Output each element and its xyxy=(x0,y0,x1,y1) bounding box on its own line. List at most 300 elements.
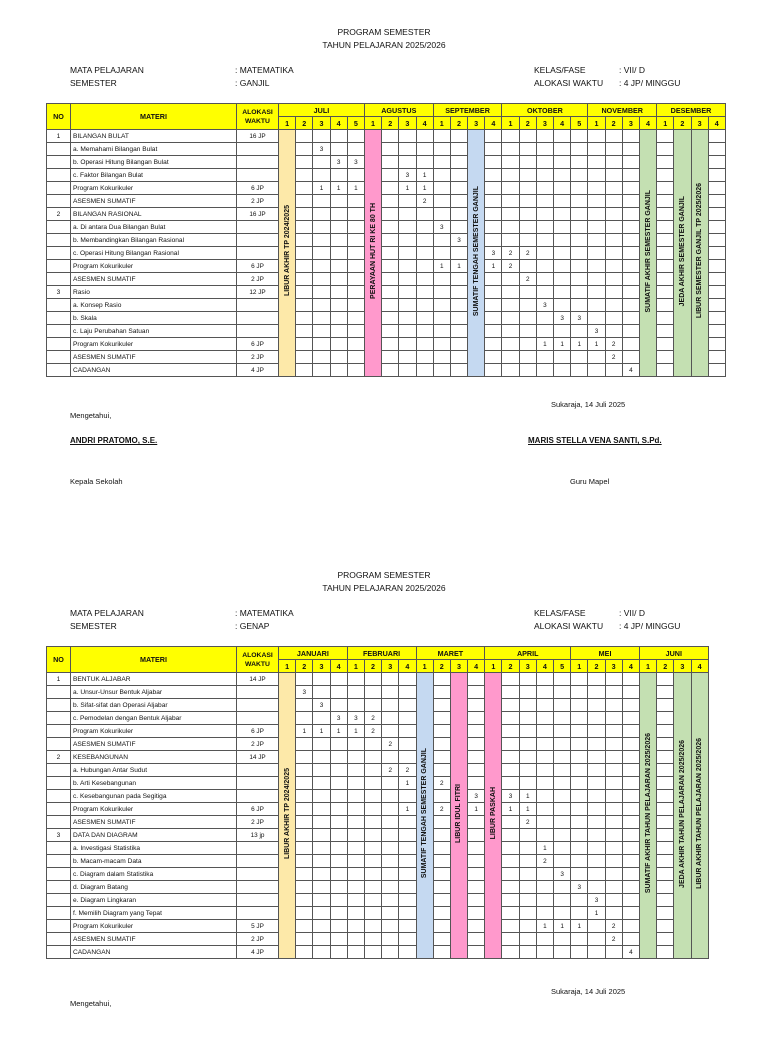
schedule-cell xyxy=(450,286,467,299)
schedule-cell xyxy=(536,182,553,195)
week-header: 5 xyxy=(347,117,364,130)
schedule-cell xyxy=(433,299,450,312)
row-no: 2 xyxy=(47,751,71,764)
schedule-cell: 2 xyxy=(364,712,381,725)
row-materi: a. Memahami Bilangan Bulat xyxy=(71,143,237,156)
schedule-cell xyxy=(416,221,433,234)
schedule-cell xyxy=(622,712,639,725)
schedule-cell xyxy=(502,156,519,169)
row-no xyxy=(47,195,71,208)
row-no xyxy=(47,169,71,182)
schedule-cell xyxy=(399,208,416,221)
schedule-cell: 2 xyxy=(605,351,622,364)
schedule-cell xyxy=(382,699,399,712)
schedule-cell xyxy=(399,920,416,933)
table-row xyxy=(47,364,726,377)
schedule-cell xyxy=(433,247,450,260)
schedule-cell xyxy=(399,907,416,920)
schedule-cell xyxy=(519,881,536,894)
schedule-cell: 3 xyxy=(588,894,605,907)
schedule-cell xyxy=(347,868,364,881)
row-no: 2 xyxy=(47,208,71,221)
schedule-cell xyxy=(433,143,450,156)
schedule-cell xyxy=(330,286,347,299)
schedule-cell xyxy=(502,777,519,790)
schedule-cell xyxy=(416,208,433,221)
schedule-cell xyxy=(330,338,347,351)
schedule-cell: 2 xyxy=(399,764,416,777)
band-column xyxy=(639,130,656,377)
schedule-cell xyxy=(536,364,553,377)
schedule-cell xyxy=(571,946,588,959)
schedule-cell: 1 xyxy=(519,790,536,803)
schedule-cell xyxy=(313,751,330,764)
table-row xyxy=(47,299,726,312)
schedule-cell xyxy=(605,299,622,312)
schedule-cell xyxy=(382,351,399,364)
schedule-cell xyxy=(502,234,519,247)
schedule-cell xyxy=(605,260,622,273)
schedule-cell xyxy=(382,777,399,790)
schedule-cell xyxy=(502,881,519,894)
schedule-cell xyxy=(657,221,674,234)
schedule-cell xyxy=(622,325,639,338)
row-materi: KESEBANGUNAN xyxy=(71,751,237,764)
schedule-cell xyxy=(330,273,347,286)
row-no xyxy=(47,351,71,364)
schedule-cell: 1 xyxy=(450,260,467,273)
schedule-cell xyxy=(313,673,330,686)
row-alokasi: 16 JP xyxy=(237,208,279,221)
schedule-cell xyxy=(605,764,622,777)
schedule-cell xyxy=(399,946,416,959)
row-no xyxy=(47,686,71,699)
schedule-cell xyxy=(519,299,536,312)
schedule-cell xyxy=(330,868,347,881)
row-no xyxy=(47,894,71,907)
schedule-cell xyxy=(450,208,467,221)
schedule-cell xyxy=(657,208,674,221)
row-no xyxy=(47,933,71,946)
week-header: 3 xyxy=(313,660,330,673)
schedule-cell xyxy=(554,764,571,777)
schedule-cell xyxy=(313,907,330,920)
schedule-cell xyxy=(588,234,605,247)
schedule-cell xyxy=(571,777,588,790)
schedule-cell xyxy=(382,920,399,933)
schedule-cell: 1 xyxy=(313,182,330,195)
schedule-cell xyxy=(554,156,571,169)
schedule-cell xyxy=(330,130,347,143)
schedule-cell xyxy=(433,338,450,351)
schedule-cell xyxy=(519,286,536,299)
week-header: 2 xyxy=(296,117,313,130)
schedule-cell xyxy=(708,195,725,208)
schedule-cell xyxy=(399,894,416,907)
schedule-cell xyxy=(554,777,571,790)
week-header: 1 xyxy=(279,117,296,130)
schedule-cell xyxy=(708,221,725,234)
schedule-cell xyxy=(433,738,450,751)
schedule-cell: 3 xyxy=(485,247,502,260)
schedule-cell xyxy=(571,130,588,143)
schedule-cell xyxy=(330,699,347,712)
schedule-cell xyxy=(433,751,450,764)
week-header: 3 xyxy=(519,660,536,673)
schedule-cell xyxy=(571,933,588,946)
schedule-cell xyxy=(416,260,433,273)
schedule-cell xyxy=(416,234,433,247)
schedule-cell xyxy=(296,364,313,377)
schedule-cell xyxy=(605,143,622,156)
schedule-cell xyxy=(657,712,674,725)
row-materi: CADANGAN xyxy=(71,946,237,959)
schedule-cell xyxy=(622,907,639,920)
schedule-cell xyxy=(588,816,605,829)
mapel-value: : MATEMATIKA xyxy=(235,65,294,75)
table-row xyxy=(47,195,726,208)
schedule-cell xyxy=(605,364,622,377)
schedule-cell xyxy=(554,364,571,377)
schedule-cell xyxy=(313,338,330,351)
schedule-cell xyxy=(433,156,450,169)
schedule-cell xyxy=(708,364,725,377)
program-semester-genap xyxy=(0,544,768,1056)
schedule-cell xyxy=(708,286,725,299)
schedule-cell xyxy=(571,803,588,816)
schedule-cell xyxy=(519,855,536,868)
schedule-cell: 3 xyxy=(554,868,571,881)
schedule-cell xyxy=(571,868,588,881)
schedule-cell xyxy=(382,338,399,351)
schedule-cell xyxy=(571,829,588,842)
schedule-cell xyxy=(554,790,571,803)
schedule-cell xyxy=(622,338,639,351)
schedule-cell xyxy=(347,195,364,208)
schedule-cell xyxy=(364,829,381,842)
schedule-cell xyxy=(536,907,553,920)
schedule-cell: 3 xyxy=(554,312,571,325)
schedule-cell xyxy=(450,351,467,364)
schedule-cell xyxy=(330,260,347,273)
row-materi: Program Kokurikuler xyxy=(71,920,237,933)
schedule-cell xyxy=(588,777,605,790)
schedule-cell xyxy=(519,842,536,855)
band-label: SUMATIF AKHIR TAHUN PELAJARAN 2025/2026 xyxy=(644,733,652,894)
schedule-cell xyxy=(399,738,416,751)
schedule-cell xyxy=(296,699,313,712)
schedule-cell xyxy=(657,338,674,351)
schedule-cell xyxy=(330,751,347,764)
schedule-cell xyxy=(571,143,588,156)
schedule-cell xyxy=(313,686,330,699)
schedule-cell: 1 xyxy=(416,182,433,195)
schedule-cell xyxy=(588,195,605,208)
schedule-cell xyxy=(399,790,416,803)
row-materi: Program Kokurikuler xyxy=(71,338,237,351)
schedule-cell xyxy=(399,299,416,312)
schedule-cell xyxy=(468,673,485,686)
row-no xyxy=(47,764,71,777)
row-no xyxy=(47,234,71,247)
schedule-cell xyxy=(382,182,399,195)
schedule-cell: 3 xyxy=(347,712,364,725)
schedule-cell xyxy=(313,738,330,751)
schedule-cell xyxy=(536,933,553,946)
schedule-cell xyxy=(519,169,536,182)
schedule-cell xyxy=(330,738,347,751)
schedule-cell: 3 xyxy=(571,312,588,325)
schedule-grid xyxy=(46,103,726,377)
schedule-cell xyxy=(330,946,347,959)
schedule-cell xyxy=(554,894,571,907)
schedule-cell xyxy=(330,169,347,182)
row-materi: a. Investigasi Statistika xyxy=(71,842,237,855)
schedule-cell xyxy=(433,182,450,195)
row-materi: CADANGAN xyxy=(71,364,237,377)
schedule-cell xyxy=(657,946,674,959)
week-header: 1 xyxy=(279,660,296,673)
schedule-cell xyxy=(296,842,313,855)
schedule-cell xyxy=(519,725,536,738)
schedule-cell xyxy=(588,312,605,325)
schedule-cell xyxy=(433,699,450,712)
schedule-cell xyxy=(347,325,364,338)
schedule-table xyxy=(46,646,709,959)
schedule-cell xyxy=(708,273,725,286)
schedule-cell xyxy=(657,299,674,312)
schedule-cell xyxy=(571,686,588,699)
row-no xyxy=(47,325,71,338)
schedule-cell xyxy=(588,260,605,273)
kelas-label: KELAS/FASE xyxy=(534,65,586,75)
schedule-cell: 3 xyxy=(433,221,450,234)
schedule-cell xyxy=(554,351,571,364)
schedule-cell xyxy=(485,182,502,195)
schedule-cell xyxy=(519,829,536,842)
schedule-cell xyxy=(536,208,553,221)
schedule-cell xyxy=(433,855,450,868)
kepsek-role: Kepala Sekolah xyxy=(70,477,123,486)
row-materi: c. Pemodelan dengan Bentuk Aljabar xyxy=(71,712,237,725)
schedule-cell xyxy=(657,738,674,751)
schedule-cell xyxy=(416,247,433,260)
schedule-cell: 1 xyxy=(347,725,364,738)
row-materi: b. Membandingkan Bilangan Rasional xyxy=(71,234,237,247)
schedule-cell xyxy=(554,699,571,712)
schedule-cell: 2 xyxy=(605,933,622,946)
schedule-cell xyxy=(313,156,330,169)
row-no xyxy=(47,260,71,273)
schedule-cell xyxy=(330,351,347,364)
schedule-cell xyxy=(536,143,553,156)
schedule-cell xyxy=(347,312,364,325)
schedule-cell xyxy=(468,751,485,764)
row-materi: BENTUK ALJABAR xyxy=(71,673,237,686)
schedule-cell xyxy=(330,777,347,790)
schedule-cell xyxy=(330,673,347,686)
row-materi: ASESMEN SUMATIF xyxy=(71,351,237,364)
program-semester-ganjil xyxy=(0,0,768,512)
schedule-cell xyxy=(519,764,536,777)
table-row xyxy=(47,130,726,143)
schedule-cell xyxy=(296,738,313,751)
schedule-cell xyxy=(605,907,622,920)
schedule-cell xyxy=(347,338,364,351)
schedule-cell xyxy=(296,156,313,169)
row-no xyxy=(47,920,71,933)
row-materi: c. Laju Perubahan Satuan xyxy=(71,325,237,338)
schedule-cell xyxy=(657,247,674,260)
mapel-value: : MATEMATIKA xyxy=(235,608,294,618)
row-alokasi xyxy=(237,156,279,169)
band-label: LIBUR AKHIR TP 2024/2025 xyxy=(283,205,291,297)
schedule-cell: 1 xyxy=(347,182,364,195)
row-materi: ASESMEN SUMATIF xyxy=(71,273,237,286)
schedule-cell xyxy=(416,286,433,299)
row-alokasi xyxy=(237,868,279,881)
row-alokasi: 12 JP xyxy=(237,286,279,299)
schedule-cell xyxy=(364,699,381,712)
schedule-cell xyxy=(296,751,313,764)
schedule-cell: 3 xyxy=(313,699,330,712)
alokasi-label: ALOKASI WAKTU xyxy=(534,78,604,88)
schedule-cell xyxy=(313,933,330,946)
schedule-cell xyxy=(554,260,571,273)
schedule-cell xyxy=(347,260,364,273)
schedule-cell xyxy=(347,816,364,829)
schedule-cell xyxy=(622,247,639,260)
schedule-cell xyxy=(296,286,313,299)
table-row xyxy=(47,790,709,803)
band-column xyxy=(450,673,467,959)
schedule-cell xyxy=(399,195,416,208)
schedule-cell xyxy=(519,364,536,377)
week-header: 2 xyxy=(433,660,450,673)
week-header: 3 xyxy=(536,117,553,130)
week-header: 2 xyxy=(605,117,622,130)
week-header: 5 xyxy=(554,660,571,673)
week-header: 2 xyxy=(588,660,605,673)
schedule-cell xyxy=(708,247,725,260)
schedule-cell xyxy=(502,816,519,829)
schedule-cell xyxy=(364,777,381,790)
schedule-cell xyxy=(433,673,450,686)
schedule-cell xyxy=(657,881,674,894)
schedule-cell xyxy=(382,221,399,234)
schedule-cell xyxy=(605,829,622,842)
schedule-cell xyxy=(433,686,450,699)
schedule-cell xyxy=(708,299,725,312)
schedule-cell xyxy=(382,855,399,868)
schedule-cell xyxy=(657,855,674,868)
schedule-cell xyxy=(622,286,639,299)
schedule-cell xyxy=(502,273,519,286)
month-header: SEPTEMBER xyxy=(433,104,502,117)
row-materi: e. Diagram Lingkaran xyxy=(71,894,237,907)
schedule-cell xyxy=(571,169,588,182)
kelas-value: : VII/ D xyxy=(619,608,645,618)
row-alokasi: 6 JP xyxy=(237,725,279,738)
schedule-cell xyxy=(502,221,519,234)
schedule-cell: 1 xyxy=(502,803,519,816)
schedule-cell xyxy=(554,673,571,686)
schedule-cell: 1 xyxy=(399,182,416,195)
schedule-cell xyxy=(536,169,553,182)
schedule-cell xyxy=(296,130,313,143)
row-materi: ASESMEN SUMATIF xyxy=(71,738,237,751)
schedule-cell xyxy=(433,894,450,907)
schedule-cell xyxy=(313,299,330,312)
schedule-cell xyxy=(364,673,381,686)
schedule-cell xyxy=(605,816,622,829)
kepsek-name: ANDRI PRATOMO, S.E. xyxy=(70,436,158,445)
schedule-cell xyxy=(554,933,571,946)
schedule-cell xyxy=(571,182,588,195)
schedule-cell: 2 xyxy=(502,260,519,273)
schedule-cell xyxy=(657,364,674,377)
schedule-cell xyxy=(554,169,571,182)
schedule-cell xyxy=(347,933,364,946)
schedule-cell xyxy=(347,907,364,920)
schedule-cell xyxy=(502,286,519,299)
row-alokasi xyxy=(237,247,279,260)
schedule-cell: 1 xyxy=(399,777,416,790)
row-no xyxy=(47,855,71,868)
week-header: 1 xyxy=(485,660,502,673)
table-row xyxy=(47,351,726,364)
schedule-cell xyxy=(502,738,519,751)
schedule-cell xyxy=(347,738,364,751)
schedule-cell xyxy=(296,234,313,247)
schedule-cell xyxy=(571,751,588,764)
schedule-cell xyxy=(364,764,381,777)
table-row xyxy=(47,260,726,273)
schedule-cell xyxy=(657,894,674,907)
schedule-cell: 2 xyxy=(605,338,622,351)
schedule-cell xyxy=(554,907,571,920)
schedule-cell xyxy=(296,894,313,907)
schedule-cell xyxy=(364,946,381,959)
row-alokasi xyxy=(237,325,279,338)
schedule-cell xyxy=(571,725,588,738)
week-header: 4 xyxy=(536,660,553,673)
schedule-cell xyxy=(502,907,519,920)
schedule-cell xyxy=(399,725,416,738)
schedule-cell xyxy=(468,686,485,699)
schedule-cell xyxy=(330,881,347,894)
schedule-cell xyxy=(657,725,674,738)
semester-label: SEMESTER xyxy=(70,621,117,631)
schedule-cell xyxy=(364,751,381,764)
schedule-cell xyxy=(571,325,588,338)
schedule-cell xyxy=(382,842,399,855)
schedule-cell xyxy=(296,868,313,881)
row-no xyxy=(47,247,71,260)
schedule-cell xyxy=(536,725,553,738)
row-materi: a. Di antara Dua Bilangan Bulat xyxy=(71,221,237,234)
week-header: 4 xyxy=(330,117,347,130)
schedule-cell xyxy=(588,699,605,712)
schedule-cell xyxy=(571,673,588,686)
guru-name: MARIS STELLA VENA SANTI, S.Pd. xyxy=(528,436,662,445)
schedule-cell xyxy=(382,881,399,894)
schedule-cell xyxy=(554,712,571,725)
schedule-cell xyxy=(382,273,399,286)
row-no xyxy=(47,868,71,881)
band-label: SUMATIF TENGAH SEMESTER GANJIL xyxy=(421,748,429,879)
table-row xyxy=(47,247,726,260)
